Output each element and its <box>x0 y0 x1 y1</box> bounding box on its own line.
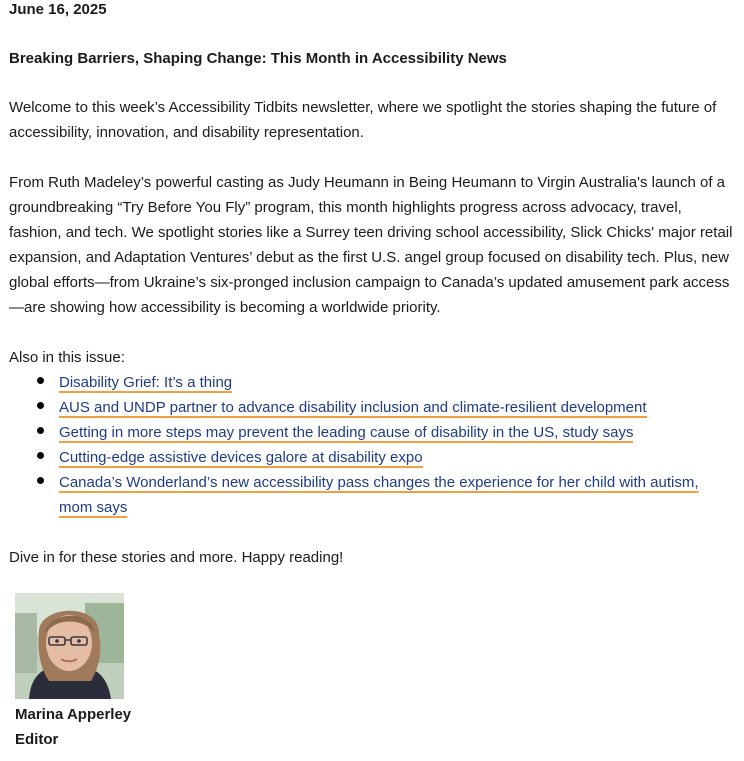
bullet-icon <box>37 452 44 459</box>
issue-links-list <box>9 370 729 520</box>
newsletter-headline: Breaking Barriers, Shaping Change: This Month in Accessibility News <box>9 50 507 67</box>
summary-paragraph: From Ruth Madeley’s powerful casting as Judy Heumann in Being Heumann to Virgin Australia's launch of a groundbreaking “Try Before You Fly” program, this month highlights progress across advocacy, travel, fashion, and tech. We spotlight stories like a Surrey teen driving school accessibility, Slick Chicks' major retail expansion, and Adaptation Ventures’ debut as the first U.S. angel group focused on disability tech. Plus, new global efforts—from Ukraine’s six-pronged inclusion campaign to Canada’s updated amusement park access—are showing how accessibility is becoming a worldwide priority. <box>9 174 733 316</box>
link-more-steps[interactable]: Getting in more steps may prevent the leading cause of disability in the US, study says <box>59 424 634 441</box>
link-disability-grief[interactable]: Disability Grief: It’s a thing <box>59 374 233 391</box>
bullet-icon <box>37 477 44 484</box>
list-item <box>9 470 729 520</box>
editor-role: Editor <box>15 731 59 748</box>
link-canadas-wonderland[interactable]: Canada’s Wonderland’s new accessibility pass changes the experience for her child with autism, mom says <box>59 474 699 516</box>
closing-line: Dive in for these stories and more. Happy reading! <box>9 549 344 566</box>
editor-avatar <box>15 593 124 699</box>
list-item <box>9 420 729 445</box>
list-item <box>9 395 729 420</box>
link-assistive-devices-expo[interactable]: Cutting-edge assistive devices galore at disability expo <box>59 449 423 466</box>
bullet-icon <box>37 377 44 384</box>
issue-date: June 16, 2025 <box>9 1 107 18</box>
link-aus-undp[interactable]: AUS and UNDP partner to advance disability inclusion and climate-resilient development <box>59 399 647 416</box>
intro-paragraph: Welcome to this week’s Accessibility Tidbits newsletter, where we spotlight the stories shaping the future of accessibility, innovation, and disability representation. <box>9 99 717 141</box>
list-item <box>9 370 729 395</box>
editor-name: Marina Apperley <box>15 706 132 723</box>
list-item <box>9 445 729 470</box>
bullet-icon <box>37 427 44 434</box>
bullet-icon <box>37 402 44 409</box>
also-in-issue-label: Also in this issue: <box>9 349 125 366</box>
